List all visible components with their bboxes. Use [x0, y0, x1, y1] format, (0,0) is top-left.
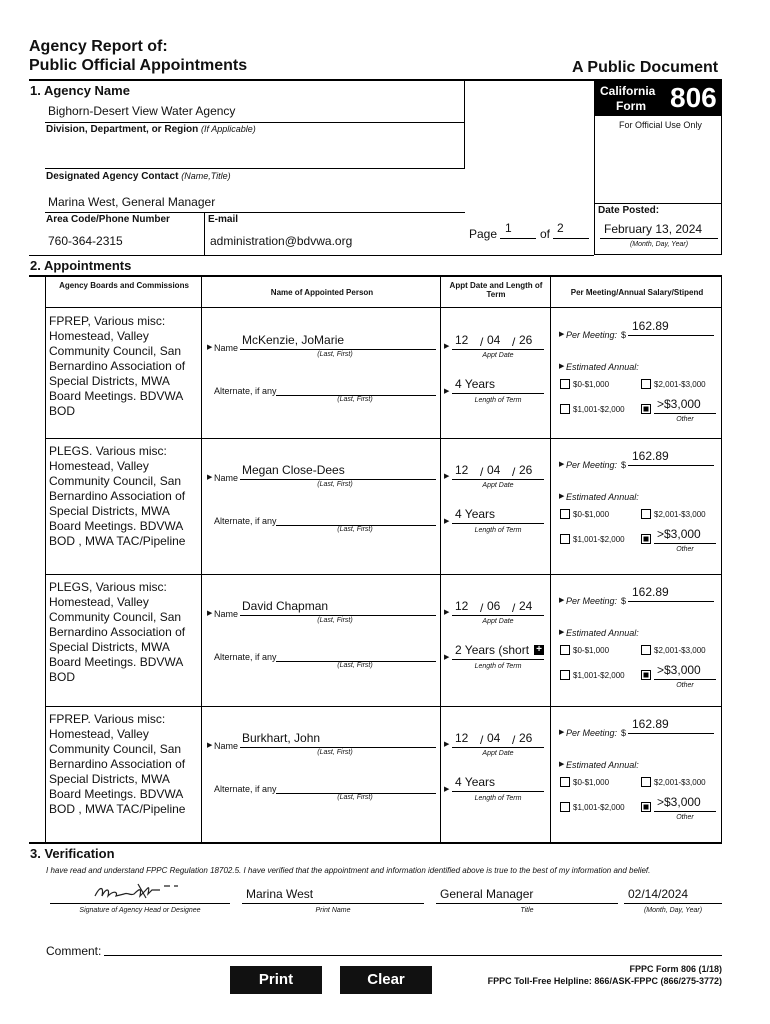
- public-document-label: A Public Document: [572, 59, 719, 76]
- name-hint: (Last, First): [317, 481, 353, 488]
- arrow-right-icon: ▶: [559, 729, 565, 736]
- title-value[interactable]: General Manager: [440, 887, 534, 901]
- name-label: Name: [214, 741, 239, 751]
- other-label: Other: [676, 682, 694, 689]
- checkbox-1001-2000[interactable]: [560, 670, 570, 680]
- print-name-value[interactable]: Marina West: [246, 887, 314, 901]
- email-label: E-mail: [208, 214, 239, 225]
- arrow-right-icon: ▶: [444, 343, 450, 350]
- term-length[interactable]: 4 Years: [455, 775, 496, 789]
- appointments-section-label: 2. Appointments: [30, 258, 132, 273]
- checkbox-2001-3000[interactable]: [641, 379, 651, 389]
- per-meeting-amount[interactable]: 162.89: [632, 449, 669, 463]
- arrow-right-icon: ▶: [207, 474, 213, 481]
- arrow-right-icon: ▶: [559, 493, 565, 500]
- board-description[interactable]: FPREP, Various misc: Homestead, Valley Community Council, San Bernardino Association of Special Districts, MWA Board Meetings. BDVWA BOD: [49, 314, 186, 418]
- appt-date-hint: Appt Date: [482, 482, 514, 489]
- alternate-hint: (Last, First): [337, 794, 373, 801]
- opt-2001-3000-label: $2,001-$3,000: [654, 380, 706, 389]
- term-length[interactable]: 4 Years: [455, 507, 496, 521]
- board-description[interactable]: PLEGS. Various misc: Homestead, Valley Community Council, San Bernardino Association of Special Districts, MWA Board Meetings. BDVWA BOD , MWA TAC/Pipeline: [49, 444, 186, 548]
- col-name-header: Name of Appointed Person: [270, 288, 374, 297]
- appt-year[interactable]: 24: [519, 599, 533, 613]
- form-label: Form: [616, 99, 646, 113]
- email-value[interactable]: administration@bdvwa.org: [210, 234, 353, 248]
- alternate-hint: (Last, First): [337, 526, 373, 533]
- agency-section-label: 1. Agency Name: [30, 83, 130, 98]
- opt-0-1000-label: $0-$1,000: [573, 380, 610, 389]
- appt-year[interactable]: 26: [519, 463, 533, 477]
- verification-date-label: (Month, Day, Year): [643, 907, 703, 914]
- term-length[interactable]: 4 Years: [455, 377, 496, 391]
- appt-date-hint: Appt Date: [482, 352, 514, 359]
- opt-2001-3000-label: $2,001-$3,000: [654, 510, 706, 519]
- estimated-annual-label: Estimated Annual:: [566, 760, 639, 770]
- checkbox-0-1000[interactable]: [560, 645, 570, 655]
- checkbox-other[interactable]: [641, 534, 651, 544]
- arrow-right-icon: ▶: [559, 461, 565, 468]
- estimated-annual-label: Estimated Annual:: [566, 492, 639, 502]
- board-description[interactable]: FPREP. Various misc: Homestead, Valley Community Council, San Bernardino Association of Special Districts, MWA Board Meetings. BDVWA BOD , MWA TAC/Pipeline: [49, 712, 186, 816]
- appt-date-hint: Appt Date: [482, 750, 514, 757]
- term-hint: Length of Term: [474, 527, 522, 534]
- print-name-label: Print Name: [315, 907, 351, 914]
- comment-field[interactable]: [104, 955, 722, 956]
- appt-month[interactable]: 12: [455, 731, 469, 745]
- arrow-right-icon: ▶: [559, 629, 565, 636]
- arrow-right-icon: ▶: [444, 609, 450, 616]
- opt-0-1000-label: $0-$1,000: [573, 778, 610, 787]
- term-hint: Length of Term: [474, 663, 522, 670]
- arrow-right-icon: ▶: [207, 742, 213, 749]
- arrow-right-icon: ▶: [444, 786, 450, 793]
- title-label: Title: [520, 907, 534, 914]
- dollar-sign: $: [621, 596, 627, 606]
- form-id: FPPC Form 806 (1/18): [629, 964, 722, 974]
- col-salary-header: Per Meeting/Annual Salary/Stipend: [570, 288, 704, 297]
- california-label: California: [600, 84, 656, 98]
- signature-label: Signature of Agency Head or Designee: [79, 907, 201, 914]
- alternate-label: Alternate, if any: [214, 652, 277, 662]
- alternate-hint: (Last, First): [337, 662, 373, 669]
- checkbox-0-1000[interactable]: [560, 777, 570, 787]
- checkbox-other[interactable]: [641, 802, 651, 812]
- phone-label: Area Code/Phone Number: [46, 214, 170, 225]
- other-amount[interactable]: >$3,000: [657, 795, 701, 809]
- helpline: FPPC Toll-Free Helpline: 866/ASK-FPPC (866/275-3772): [487, 976, 722, 986]
- title-line2: Public Official Appointments: [29, 57, 248, 74]
- date-posted-hint: (Month, Day, Year): [629, 241, 689, 248]
- arrow-right-icon: ▶: [559, 331, 565, 338]
- appt-month[interactable]: 12: [455, 463, 469, 477]
- dollar-sign: $: [621, 330, 627, 340]
- page-number[interactable]: 1: [505, 221, 512, 235]
- appointee-name[interactable]: McKenzie, JoMarie: [242, 333, 345, 347]
- opt-1001-2000-label: $1,001-$2,000: [573, 405, 625, 414]
- per-meeting-label: Per Meeting:: [566, 460, 618, 470]
- checkbox-other[interactable]: [641, 670, 651, 680]
- term-length[interactable]: 2 Years (short: [455, 643, 530, 657]
- other-amount[interactable]: >$3,000: [657, 527, 701, 541]
- verification-section-label: 3. Verification: [30, 846, 115, 861]
- appt-day[interactable]: 06: [487, 599, 501, 613]
- arrow-right-icon: ▶: [444, 741, 450, 748]
- other-amount[interactable]: >$3,000: [657, 663, 701, 677]
- date-posted-value[interactable]: February 13, 2024: [604, 222, 703, 236]
- name-hint: (Last, First): [317, 617, 353, 624]
- page-total[interactable]: 2: [557, 221, 564, 235]
- alternate-label: Alternate, if any: [214, 516, 277, 526]
- other-label: Other: [676, 416, 694, 423]
- alternate-label: Alternate, if any: [214, 784, 277, 794]
- name-label: Name: [214, 473, 239, 483]
- appt-date-hint: Appt Date: [482, 618, 514, 625]
- appointee-name[interactable]: David Chapman: [242, 599, 329, 613]
- comment-label: Comment:: [46, 944, 102, 958]
- opt-2001-3000-label: $2,001-$3,000: [654, 778, 706, 787]
- checkbox-1001-2000[interactable]: [560, 404, 570, 414]
- title-line1: Agency Report of:: [29, 38, 168, 55]
- per-meeting-amount[interactable]: 162.89: [632, 319, 669, 333]
- opt-0-1000-label: $0-$1,000: [573, 510, 610, 519]
- signature-image: [90, 878, 190, 904]
- dollar-sign: $: [621, 728, 627, 738]
- opt-1001-2000-label: $1,001-$2,000: [573, 671, 625, 680]
- opt-2001-3000-label: $2,001-$3,000: [654, 646, 706, 655]
- other-label: Other: [676, 546, 694, 553]
- verification-statement: I have read and understand FPPC Regulation 18702.5. I have verified that the appointment and information identified above is true to the best of my information and belief.: [46, 866, 651, 875]
- opt-0-1000-label: $0-$1,000: [573, 646, 610, 655]
- col-boards-header: Agency Boards and Commissions: [59, 281, 189, 290]
- board-description[interactable]: PLEGS, Various misc: Homestead, Valley Community Council, San Bernardino Association of Special Districts, MWA Board Meetings. BDVWA BOD: [49, 580, 186, 684]
- dollar-sign: $: [621, 460, 627, 470]
- arrow-right-icon: ▶: [444, 654, 450, 661]
- arrow-right-icon: ▶: [559, 597, 565, 604]
- per-meeting-label: Per Meeting:: [566, 596, 618, 606]
- arrow-right-icon: ▶: [559, 363, 565, 370]
- appt-month[interactable]: 12: [455, 599, 469, 613]
- appt-month[interactable]: 12: [455, 333, 469, 347]
- appointee-name[interactable]: Burkhart, John: [242, 731, 321, 745]
- official-use-label: For Official Use Only: [619, 120, 702, 130]
- expand-plus-icon[interactable]: +: [534, 645, 544, 655]
- arrow-right-icon: ▶: [559, 761, 565, 768]
- date-posted-label: Date Posted:: [598, 205, 660, 216]
- arrow-right-icon: ▶: [207, 610, 213, 617]
- checkbox-0-1000[interactable]: [560, 509, 570, 519]
- term-hint: Length of Term: [474, 795, 522, 802]
- verification-date-value[interactable]: 02/14/2024: [628, 887, 689, 901]
- opt-1001-2000-label: $1,001-$2,000: [573, 535, 625, 544]
- form-number: 806: [670, 82, 717, 113]
- name-hint: (Last, First): [317, 749, 353, 756]
- appt-day[interactable]: 04: [487, 731, 501, 745]
- appt-day[interactable]: 04: [487, 333, 501, 347]
- estimated-annual-label: Estimated Annual:: [566, 362, 639, 372]
- contact-value[interactable]: Marina West, General Manager: [48, 195, 216, 209]
- checkbox-1001-2000[interactable]: [560, 534, 570, 544]
- other-label: Other: [676, 814, 694, 821]
- checkbox-1001-2000[interactable]: [560, 802, 570, 812]
- per-meeting-amount[interactable]: 162.89: [632, 717, 669, 731]
- checkbox-2001-3000[interactable]: [641, 509, 651, 519]
- name-label: Name: [214, 343, 239, 353]
- term-hint: Length of Term: [474, 397, 522, 404]
- arrow-right-icon: ▶: [444, 388, 450, 395]
- checkbox-2001-3000[interactable]: [641, 777, 651, 787]
- phone-value[interactable]: 760-364-2315: [48, 234, 123, 248]
- name-label: Name: [214, 609, 239, 619]
- checkbox-2001-3000[interactable]: [641, 645, 651, 655]
- col-date-header: Appt Date and Length of Term: [449, 281, 543, 299]
- division-label: Division, Department, or Region (If Applicable): [46, 124, 256, 135]
- alternate-hint: (Last, First): [337, 396, 373, 403]
- appt-day[interactable]: 04: [487, 463, 501, 477]
- opt-1001-2000-label: $1,001-$2,000: [573, 803, 625, 812]
- contact-label: Designated Agency Contact (Name,Title): [46, 171, 231, 182]
- of-label: of: [540, 227, 551, 241]
- appt-year[interactable]: 26: [519, 731, 533, 745]
- clear-button[interactable]: Clear: [340, 966, 432, 994]
- per-meeting-amount[interactable]: 162.89: [632, 585, 669, 599]
- estimated-annual-label: Estimated Annual:: [566, 628, 639, 638]
- per-meeting-label: Per Meeting:: [566, 330, 618, 340]
- alternate-label: Alternate, if any: [214, 386, 277, 396]
- appointee-name[interactable]: Megan Close-Dees: [242, 463, 345, 477]
- arrow-right-icon: ▶: [444, 518, 450, 525]
- print-button[interactable]: Print: [230, 966, 322, 994]
- checkbox-0-1000[interactable]: [560, 379, 570, 389]
- agency-name[interactable]: Bighorn-Desert View Water Agency: [48, 104, 236, 118]
- page-label: Page: [469, 227, 498, 241]
- per-meeting-label: Per Meeting:: [566, 728, 618, 738]
- arrow-right-icon: ▶: [207, 344, 213, 351]
- name-hint: (Last, First): [317, 351, 353, 358]
- appt-year[interactable]: 26: [519, 333, 533, 347]
- arrow-right-icon: ▶: [444, 473, 450, 480]
- checkbox-other[interactable]: [641, 404, 651, 414]
- other-amount[interactable]: >$3,000: [657, 397, 701, 411]
